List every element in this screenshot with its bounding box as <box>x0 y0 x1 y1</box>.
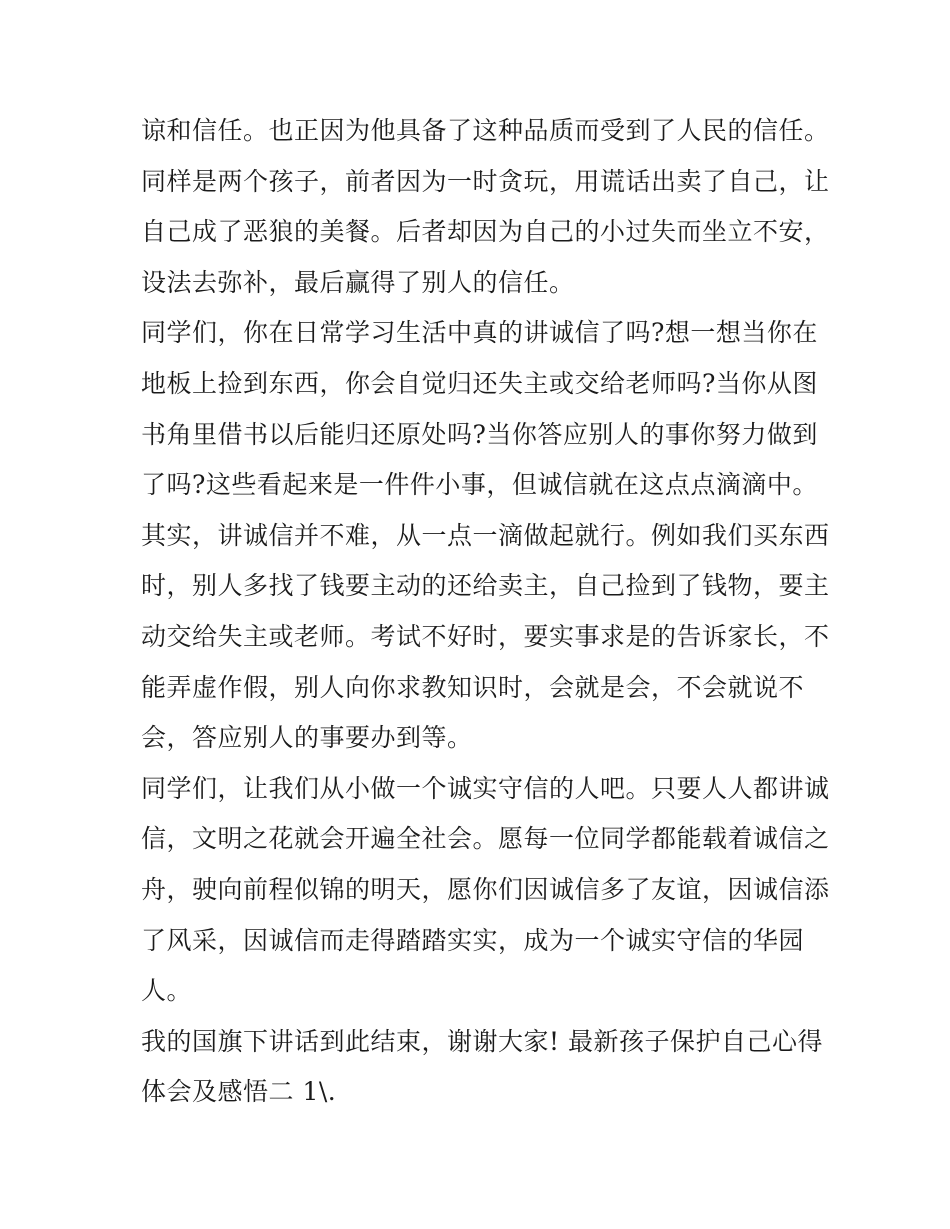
text-line: 舟，驶向前程似锦的明天，愿你们因诚信多了友谊，因诚信添 <box>141 874 830 904</box>
text-line: 书角里借书以后能归还原处吗?当你答应别人的事你努力做到 <box>141 419 818 449</box>
text-line: 体会及感悟二 1\. <box>141 1077 337 1107</box>
text-line: 同学们，让我们从小做一个诚实守信的人吧。只要人人都讲诚 <box>141 773 830 803</box>
document-body <box>141 106 830 1118</box>
text-line: 能弄虚作假，别人向你求教知识时，会就是会，不会就说不 <box>141 672 805 702</box>
text-line: 了吗?这些看起来是一件件小事，但诚信就在这点点滴滴中。 <box>141 470 818 500</box>
text-line: 地板上捡到东西，你会自觉归还失主或交给老师吗?当你从图 <box>141 368 818 398</box>
text-line: 其实，讲诚信并不难，从一点一滴做起就行。例如我们买东西 <box>141 520 830 550</box>
text-line: 同学们，你在日常学习生活中真的讲诚信了吗?想一想当你在 <box>141 318 818 348</box>
text-line: 我的国旗下讲话到此结束，谢谢大家! 最新孩子保护自己心得 <box>141 1026 823 1056</box>
text-line: 设法去弥补，最后赢得了别人的信任。 <box>141 267 575 297</box>
text-line: 信，文明之花就会开遍全社会。愿每一位同学都能载着诚信之 <box>141 824 830 854</box>
text-line: 同样是两个孩子，前者因为一时贪玩，用谎话出卖了自己，让 <box>141 166 830 196</box>
text-line: 谅和信任。也正因为他具备了这种品质而受到了人民的信任。 <box>141 116 830 145</box>
text-line: 人。 <box>141 976 193 1006</box>
text-line: 自己成了恶狼的美餐。后者却因为自己的小过失而坐立不安， <box>141 217 830 247</box>
text-line: 时，别人多找了钱要主动的还给卖主，自己捡到了钱物，要主 <box>141 571 830 601</box>
text-line: 动交给失主或老师。考试不好时，要实事求是的告诉家长，不 <box>141 621 830 651</box>
text-line: 了风采，因诚信而走得踏踏实实，成为一个诚实守信的华园 <box>141 925 805 955</box>
text-line: 会，答应别人的事要办到等。 <box>141 723 473 753</box>
